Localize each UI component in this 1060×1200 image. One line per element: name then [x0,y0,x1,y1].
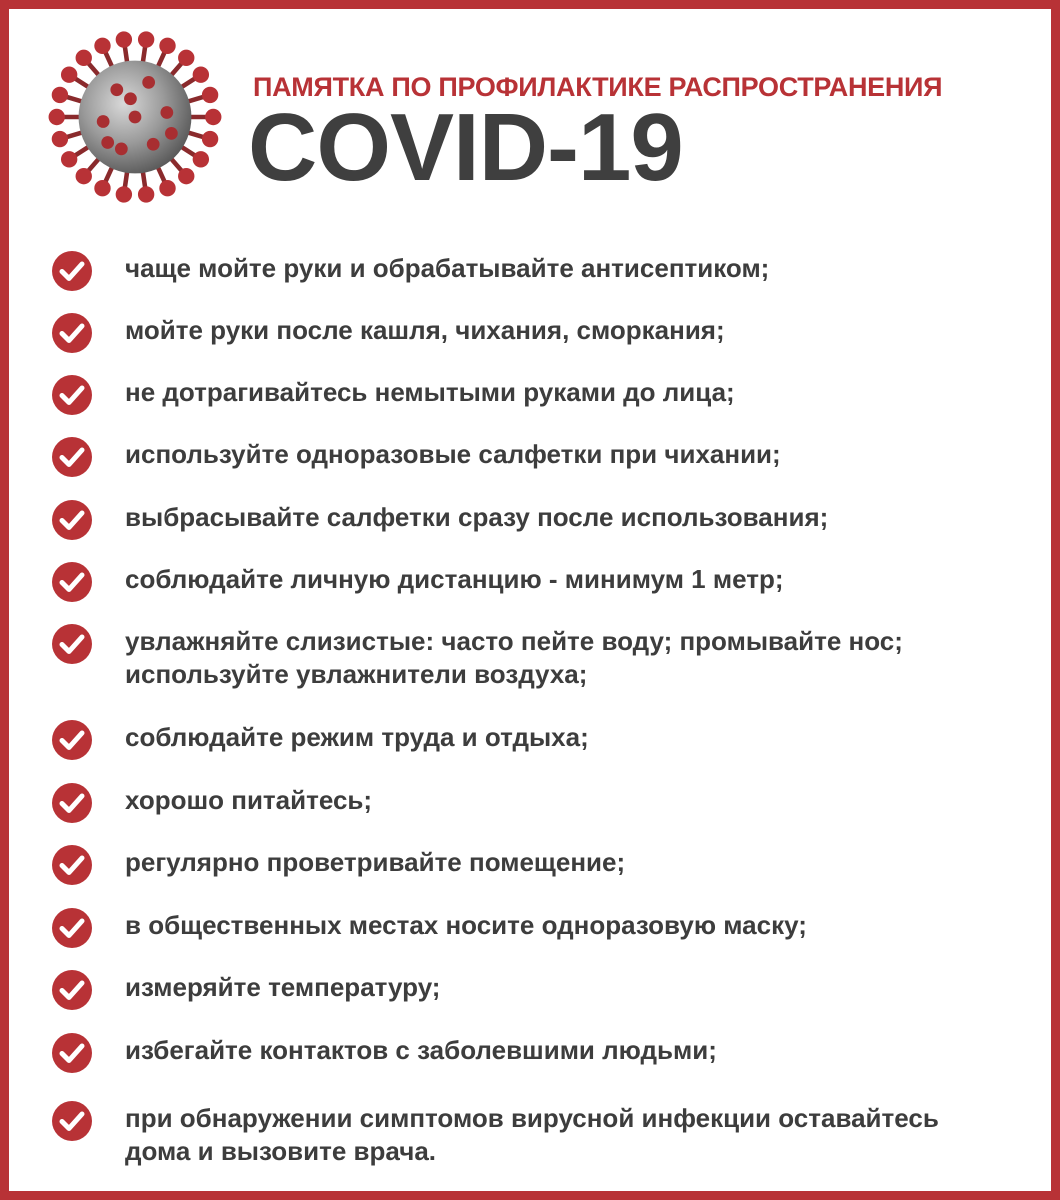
check-circle-icon [50,373,94,417]
list-item-text: соблюдайте личную дистанцию - минимум 1 метр; [125,564,784,594]
check-circle-icon [50,781,94,825]
list-item-text: чаще мойте руки и обрабатывайте антисептиком; [125,253,770,283]
list-item-text: увлажняйте слизистые: часто пейте воду; промывайте нос; используйте увлажнители воздуха; [125,626,903,689]
list-item-text: при обнаружении симптомов вирусной инфекции оставайтесь дома и вызовите врача. [125,1103,939,1166]
check-circle-icon [50,498,94,542]
list-item-text: измеряйте температуру; [125,972,441,1002]
check-circle-icon [50,968,94,1012]
poster-subtitle: ПАМЯТКА ПО ПРОФИЛАКТИКЕ РАСПРОСТРАНЕНИЯ [253,72,943,102]
check-circle-icon [50,1031,94,1075]
check-circle-icon [50,622,94,666]
poster-title: COVID-19 [248,94,683,201]
check-circle-icon [50,249,94,293]
list-item-text: соблюдайте режим труда и отдыха; [125,722,589,752]
check-circle-icon [50,1099,94,1143]
check-circle-icon [50,906,94,950]
list-item-text: не дотрагивайтесь немытыми руками до лица; [125,377,735,407]
list-item-text: хорошо питайтесь; [125,785,373,815]
check-circle-icon [50,843,94,887]
list-item-text: в общественных местах носите одноразовую маску; [125,910,807,940]
list-item-text: избегайте контактов с заболевшими людьми; [125,1035,717,1065]
list-item-text: используйте одноразовые салфетки при чихании; [125,439,781,469]
check-circle-icon [50,718,94,762]
list-item-text: мойте руки после кашля, чихания, сморкания; [125,315,725,345]
list-item-text: регулярно проветривайте помещение; [125,847,626,877]
check-circle-icon [50,311,94,355]
list-item-text: выбрасывайте салфетки сразу после использования; [125,502,829,532]
check-circle-icon [50,435,94,479]
check-circle-icon [50,560,94,604]
